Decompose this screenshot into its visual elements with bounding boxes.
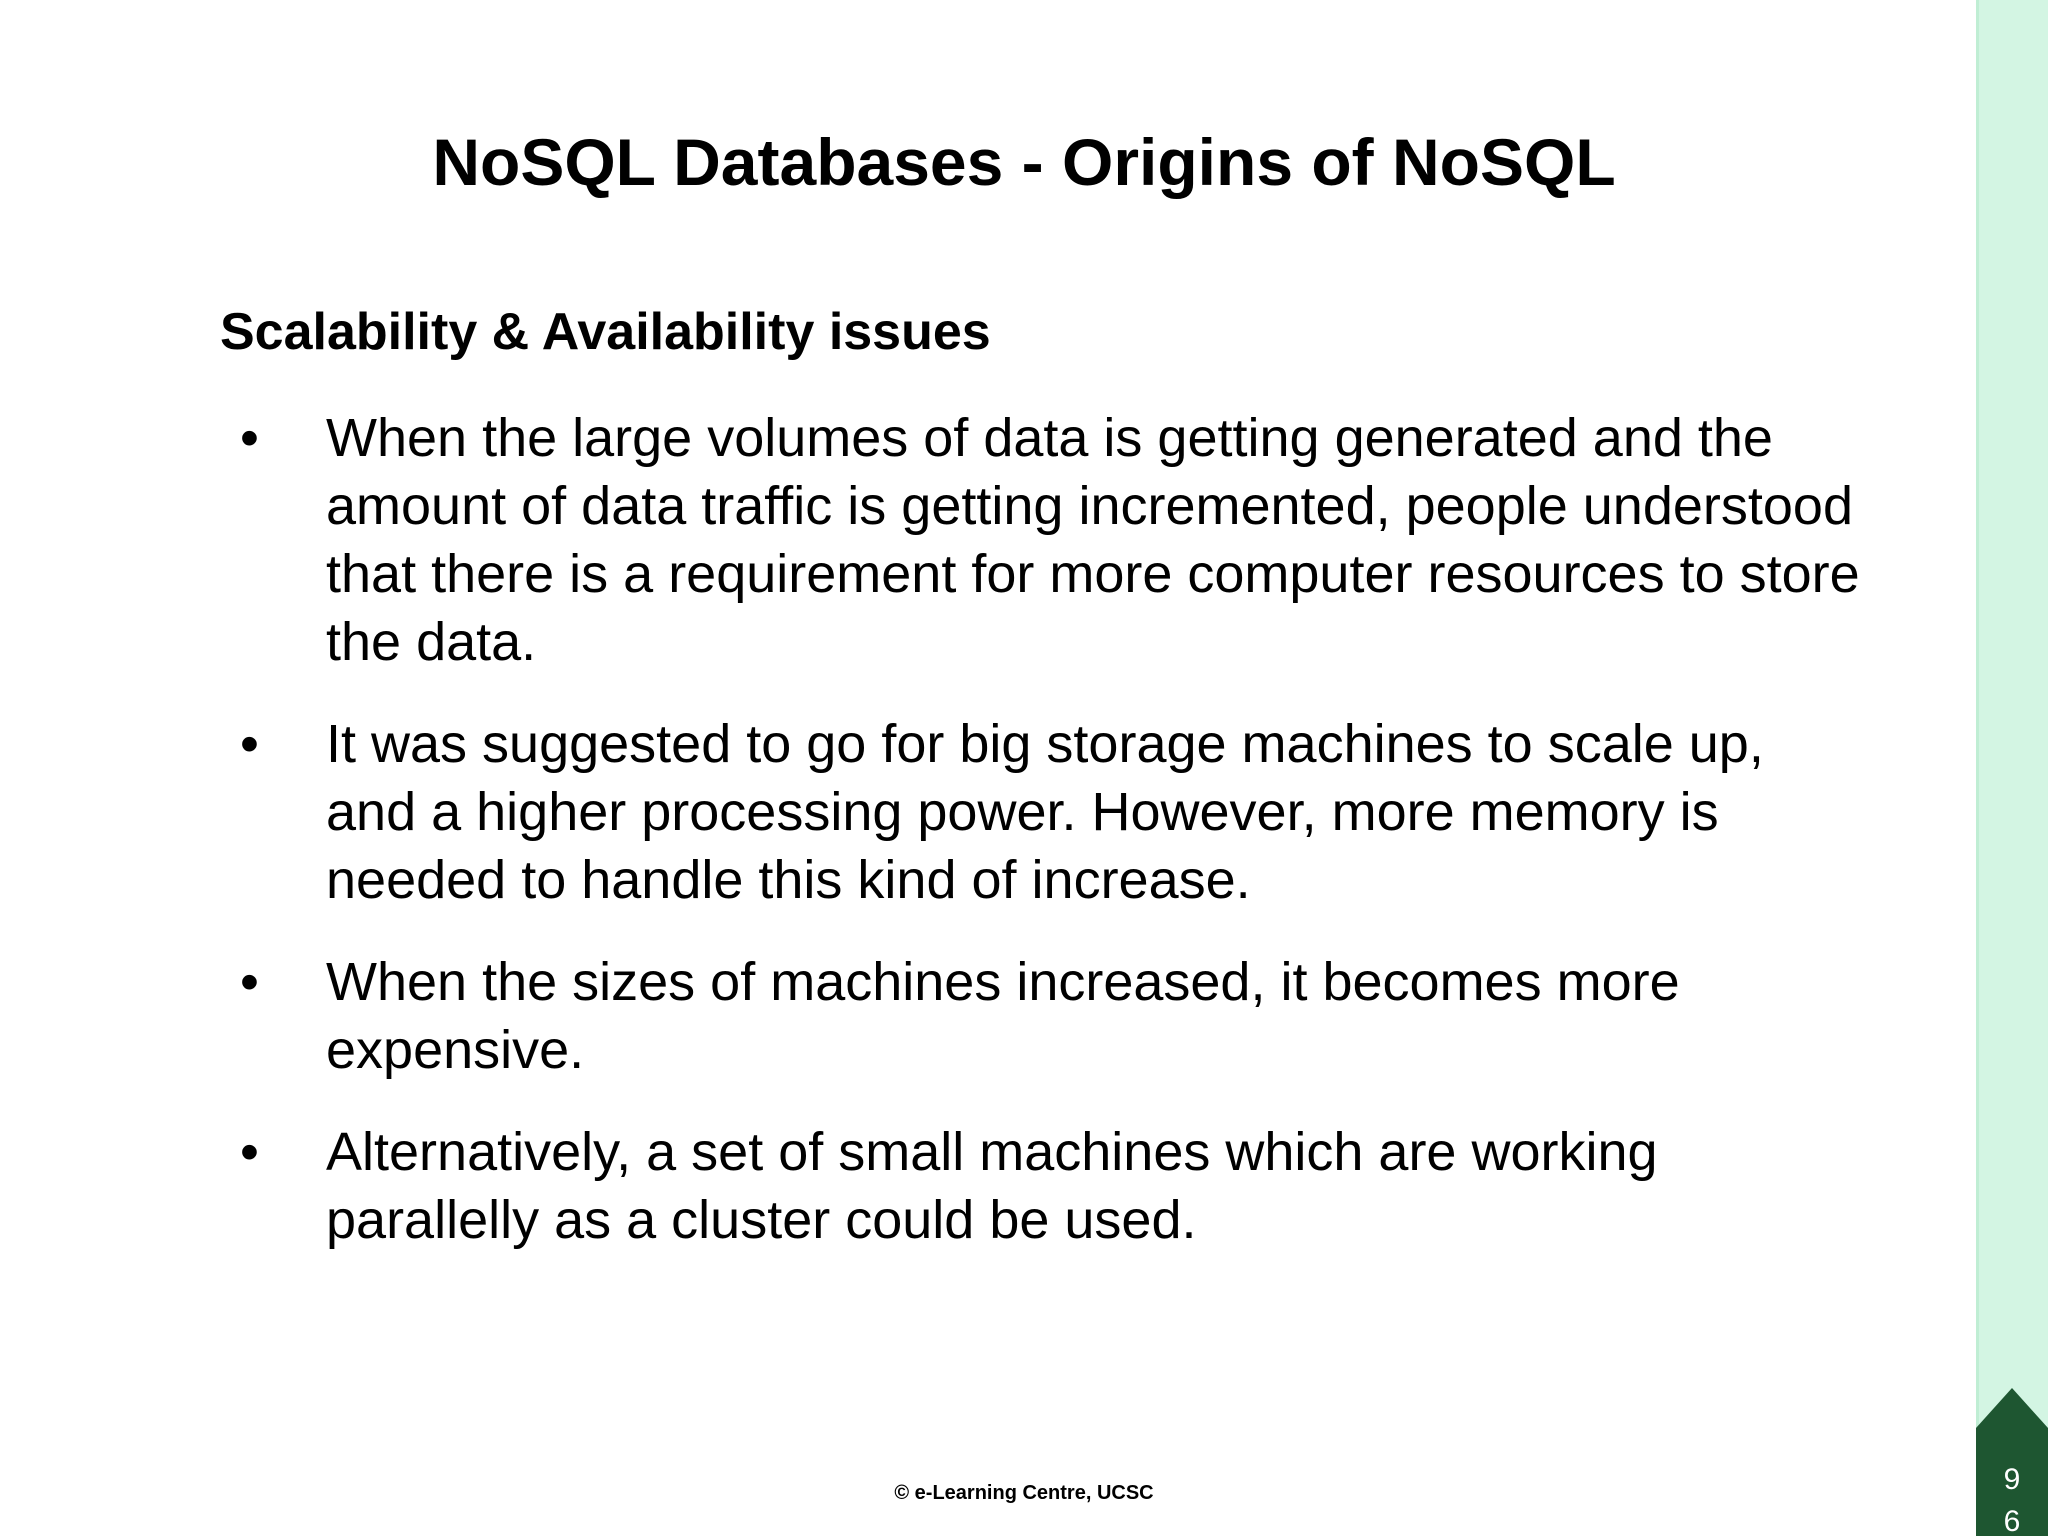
- slide-title: [0, 122, 2048, 202]
- section-heading: Scalability & Availability issues: [220, 303, 991, 361]
- bullet-item: [240, 1118, 1860, 1254]
- slide-title-text: NoSQL Databases - Origins of NoSQL: [432, 125, 1616, 199]
- bullet-text: Alternatively, a set of small machines which are working parallelly as a cluster could be used.: [326, 1122, 1658, 1250]
- bullet-marker: •: [240, 408, 259, 468]
- bullet-item: [240, 710, 1860, 914]
- page-number-digit: 9: [2003, 1463, 2021, 1496]
- bullet-text: When the large volumes of data is getting generated and the amount of data traffic is getting incremented, people understood that there is a requirement for more computer resources to store the data.: [326, 408, 1860, 672]
- bullet-item: [240, 404, 1860, 676]
- bullet-text: It was suggested to go for big storage machines to scale up, and a higher processing power. However, more memory is needed to handle this kind of increase.: [326, 714, 1764, 910]
- bullet-marker: •: [240, 1122, 259, 1182]
- bullet-list: [240, 404, 1860, 1288]
- bullet-marker: •: [240, 952, 259, 1012]
- bullet-item: [240, 948, 1860, 1084]
- page-number-digit: 6: [2003, 1505, 2021, 1536]
- bullet-marker: •: [240, 714, 259, 774]
- side-band: [1976, 0, 2048, 1536]
- bullet-text: When the sizes of machines increased, it becomes more expensive.: [326, 952, 1680, 1080]
- copyright-footer: © e-Learning Centre, UCSC: [894, 1482, 1154, 1504]
- page-number-badge: [1976, 1384, 2048, 1536]
